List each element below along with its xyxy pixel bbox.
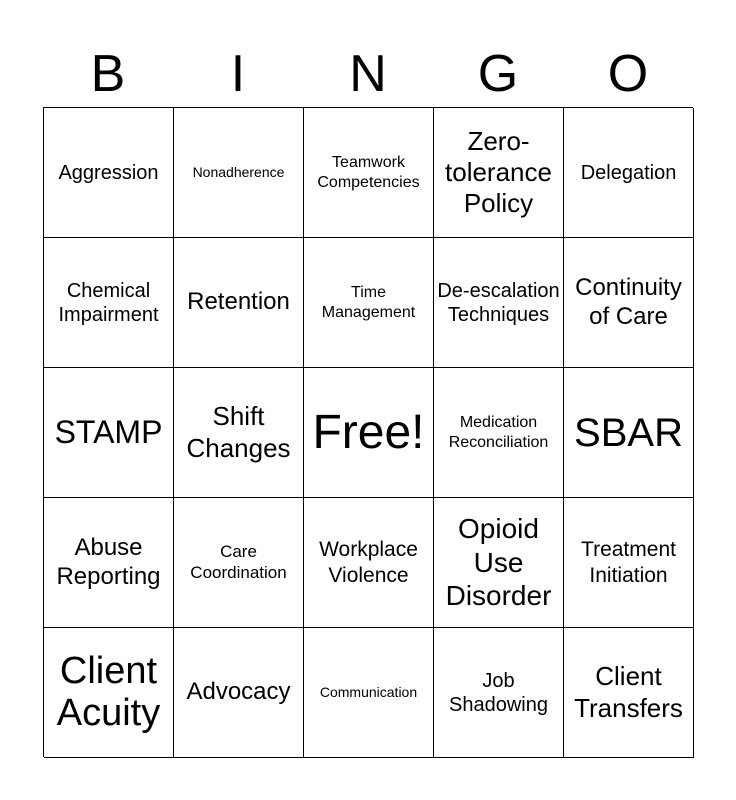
- cell-text: Aggression: [58, 161, 159, 184]
- free-space-text: Free!: [312, 405, 425, 459]
- cell-text: STAMP: [54, 413, 163, 450]
- header-letter-o: O: [607, 45, 649, 103]
- bingo-cell[interactable]: [174, 238, 304, 368]
- bingo-cell[interactable]: [304, 108, 434, 238]
- bingo-cell[interactable]: [434, 368, 564, 498]
- bingo-cell[interactable]: [564, 238, 694, 368]
- bingo-cell[interactable]: [434, 238, 564, 368]
- cell-text: Teamwork Competencies: [317, 154, 420, 191]
- cell-text: SBAR: [574, 410, 683, 455]
- bingo-card-grid: [43, 107, 693, 757]
- cell-text: Shift Changes: [186, 401, 291, 463]
- bingo-cell[interactable]: [564, 368, 694, 498]
- cell-text: Opioid Use Disorder: [445, 513, 552, 612]
- cell-text: Client Transfers: [574, 661, 683, 723]
- cell-text: Time Management: [321, 284, 416, 321]
- bingo-cell[interactable]: [174, 498, 304, 628]
- cell-text: Chemical Impairment: [58, 279, 159, 326]
- bingo-cell[interactable]: [44, 498, 174, 628]
- header-letter-b: B: [90, 45, 126, 103]
- cell-text: Care Coordination: [190, 542, 287, 582]
- cell-text: Medication Reconciliation: [448, 414, 549, 451]
- cell-text: Workplace Violence: [319, 538, 418, 587]
- bingo-cell[interactable]: [434, 498, 564, 628]
- cell-text: Client Acuity: [56, 649, 161, 734]
- cell-text: Continuity of Care: [575, 273, 682, 330]
- bingo-cell[interactable]: [44, 628, 174, 758]
- bingo-cell[interactable]: [434, 628, 564, 758]
- cell-text: Job Shadowing: [449, 669, 548, 716]
- cell-text: Retention: [187, 288, 290, 316]
- bingo-cell[interactable]: [564, 628, 694, 758]
- cell-text: Zero-tolerance Policy: [445, 125, 552, 219]
- bingo-cell[interactable]: [174, 108, 304, 238]
- bingo-header: [43, 40, 693, 108]
- bingo-cell[interactable]: [304, 498, 434, 628]
- bingo-cell[interactable]: [304, 628, 434, 758]
- cell-text: Communication: [319, 684, 418, 701]
- bingo-cell[interactable]: [44, 238, 174, 368]
- bingo-cell[interactable]: [174, 628, 304, 758]
- bingo-cell[interactable]: [564, 108, 694, 238]
- cell-text: Advocacy: [186, 678, 291, 706]
- cell-text: Delegation: [580, 161, 677, 184]
- bingo-cell[interactable]: [304, 238, 434, 368]
- header-letter-n: N: [349, 45, 387, 103]
- cell-text: Nonadherence: [192, 164, 285, 181]
- cell-text: De-escalation Techniques: [437, 279, 560, 326]
- cell-text: Treatment Initiation: [581, 538, 676, 587]
- header-letter-g: G: [477, 45, 519, 103]
- bingo-cell[interactable]: [174, 368, 304, 498]
- header-letter-i: I: [230, 45, 246, 103]
- bingo-cell[interactable]: [44, 108, 174, 238]
- free-space-cell[interactable]: [304, 368, 434, 498]
- bingo-cell[interactable]: [564, 498, 694, 628]
- bingo-cell[interactable]: [44, 368, 174, 498]
- bingo-cell[interactable]: [434, 108, 564, 238]
- cell-text: Abuse Reporting: [56, 533, 161, 590]
